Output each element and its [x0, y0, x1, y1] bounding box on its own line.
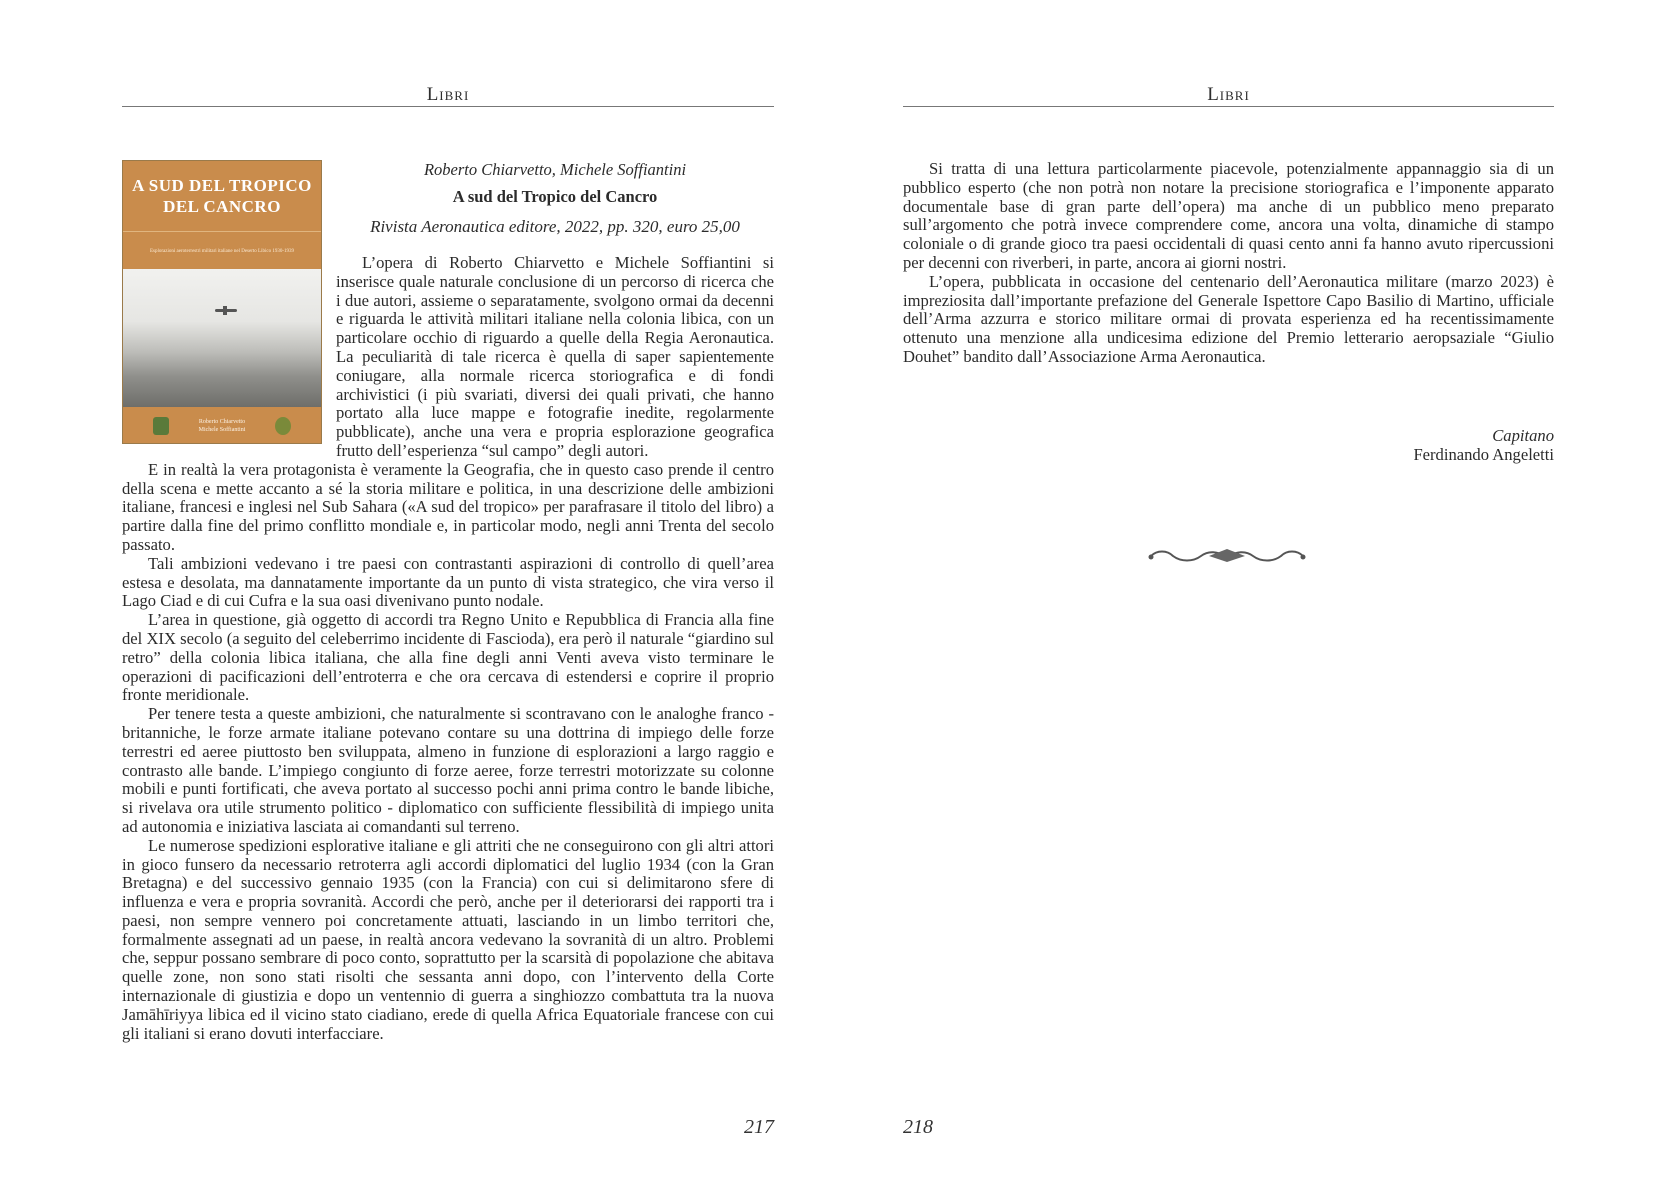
page-number-left: 217	[744, 1116, 774, 1138]
cover-author1: Roberto Chiarvetto	[198, 419, 246, 425]
cover-author2: Michele Soffiantini	[198, 427, 246, 433]
ornament-divider-icon	[1147, 546, 1307, 566]
page-number-right: 218	[903, 1116, 933, 1138]
paragraph: Tali ambizioni vedevano i tre paesi con contrastanti aspirazioni di controllo di quell’area estesa e desolata, ma dannatamente importante da un punto di vista strategico, che vira verso il Lago Ciad e di cui Cufra e la sua oasi divenivano punto nodale.	[122, 553, 774, 611]
paragraph: L’area in questione, già oggetto di accordi tra Regno Unito e Repubblica di Francia alla fine del XIX secolo (a seguito del celeberrimo incidente di Fascioda), era però il naturale “giardino sul retro” della colonia libica italiana, che alla fine degli anni Venti aveva visto terminare le operazioni di pacificazioni dell’entroterra e che ora cercava di estendersi e coprire il proprio fronte meridionale.	[122, 610, 774, 705]
review-body-right	[903, 160, 1554, 367]
cover-title-block	[123, 161, 321, 231]
cover-subtitle: Esplorazioni aeroterrestri militari italiane nel Deserto Libico 1930-1939	[150, 248, 294, 254]
header-rule-left	[122, 106, 774, 107]
book-publication: Rivista Aeronautica editore, 2022, pp. 320, euro 25,00	[370, 217, 740, 236]
signature-name: Ferdinando Angeletti	[1413, 445, 1554, 464]
left-page	[122, 0, 774, 1200]
running-head-right: Libri	[1207, 84, 1250, 105]
reviewer-signature	[1413, 426, 1554, 464]
book-info	[336, 158, 774, 242]
signature-rank: Capitano	[1492, 426, 1554, 445]
paragraph: Si tratta di una lettura particolarmente piacevole, potenzialmente appannaggio sia di un pubblico esperto (che non potrà non notare la precisione storiografica e l’imponente apparato documentale base di gran parte dell’opera) ma anche di un pubblico meno preparato sull’argomento che potrà invece comprendere come, ancora una volta, dinamiche di stampo coloniale o di grande gioco tra paesi occidentali di quasi cento anni fa hanno avuto ripercussioni per decenni con riverberi, in parte, ancora ai giorni nostri.	[903, 159, 1554, 272]
review-body-left	[122, 254, 774, 1043]
paragraph: Le numerose spedizioni esplorative italiane e gli attriti che ne conseguirono con gli altri attori in gioco funsero da necessario retroterra agli accordi diplomatici del luglio 1934 (con la Gran Bretagna) e del successivo gennaio 1935 (con la Francia) con cui si delimitarono sfere di influenza e vera e propria sovranità. Accordi che però, anche per il deteriorarsi dei rapporti tra i paesi, non sempre vennero poi concretamente attuati, lasciando in un limbo territori che, formalmente assegnati ad un paese, in realtà ancora vedevano la sovranità di un altro. Problemi che, seppur possano sembrare di poco conto, soprattutto per la scarsità di popolazione che abitava quelle zone, non sono stati risolti che sessanta anni dopo, con l’intervento della Corte internazionale di giustizia e dopo un ventennio di guerra a singhiozzo combattuta tra la nuova Jamāhīriyya libica ed il vicino stato ciadiano, erede di quella Africa Equatoriale francese con cui gli italiani si erano dovuti interfacciare.	[122, 835, 774, 1043]
paragraph: E in realtà la vera protagonista è veramente la Geografia, che in questo caso prende il centro della scena e mette accanto a sé la storia militare e politica, in una descrizione delle ambizioni italiane, francesi e inglesi nel Sub Sahara («A sud del tropico» per parafrasare il titolo del libro) a partire dalla fine del primo conflitto mondiale e, in particolar modo, negli anni Trenta del secolo passato.	[122, 459, 774, 554]
running-head-left: Libri	[426, 84, 470, 105]
right-page	[903, 0, 1554, 1200]
book-authors: Roberto Chiarvetto, Michele Soffiantini	[423, 160, 687, 179]
paragraph: L’opera di Roberto Chiarvetto e Michele Soffiantini si inserisce quale naturale conclusione di un percorso di ricerca che i due autori, assieme o separatamente, svolgono ormai da decenni e riguarda le attività militari italiane nella colonia libica, con un particolare occhio di riguardo a quelle della Regia Aeronautica. La peculiarità di tale ricerca è quella di saper sapientemente coniugare, alla normale ricerca storiografica e di fondi archivistici (i più svariati, diversi dei quali privati, che hanno portato alla luce mappe e fotografie inedite, regolarmente pubblicate), anche una vera e propria esplorazione geografica frutto dell’esperienza “sul campo” degli autori.	[336, 253, 774, 460]
cover-title-line1: A SUD DEL TROPICO	[132, 176, 312, 195]
paragraph: L’opera, pubblicata in occasione del centenario dell’Aeronautica militare (marzo 2023) è impreziosita dall’importante prefazione del Generale Ispettore Capo Basilio di Martino, ufficiale dell’Arma azzurra e storico militare ormai di provata esperienza ed ha recentissimamente ottenuto una menzione alla undicesima edizione del Premio letterario aeropsaziale “Giulio Douhet” bandito dall’Associazione Arma Aeronautica.	[903, 271, 1554, 366]
header-rule-right	[903, 106, 1554, 107]
book-title: A sud del Tropico del Cancro	[452, 187, 658, 206]
paragraph: Per tenere testa a queste ambizioni, che naturalmente si scontravano con le analoghe franco - britanniche, le forze armate italiane potevano contare su una dottrina di impiego delle forze terrestri ed aeree piuttosto ben sviluppata, almeno in funzione di esplorazioni a largo raggio e contrasto alle bande. L’impiego congiunto di forze aeree, forze terrestri motorizzate su colonne mobili e punti fortificati, che aveva portato al successo pochi anni prima contro le bande libiche, si rivelava ora utile strumento politico - diplomatico con sufficiente flessibilità di impiego unita ad autonomia e iniziativa lasciata ai comandanti sul terreno.	[122, 704, 774, 836]
cover-title-line2: DEL CANCRO	[163, 197, 281, 216]
